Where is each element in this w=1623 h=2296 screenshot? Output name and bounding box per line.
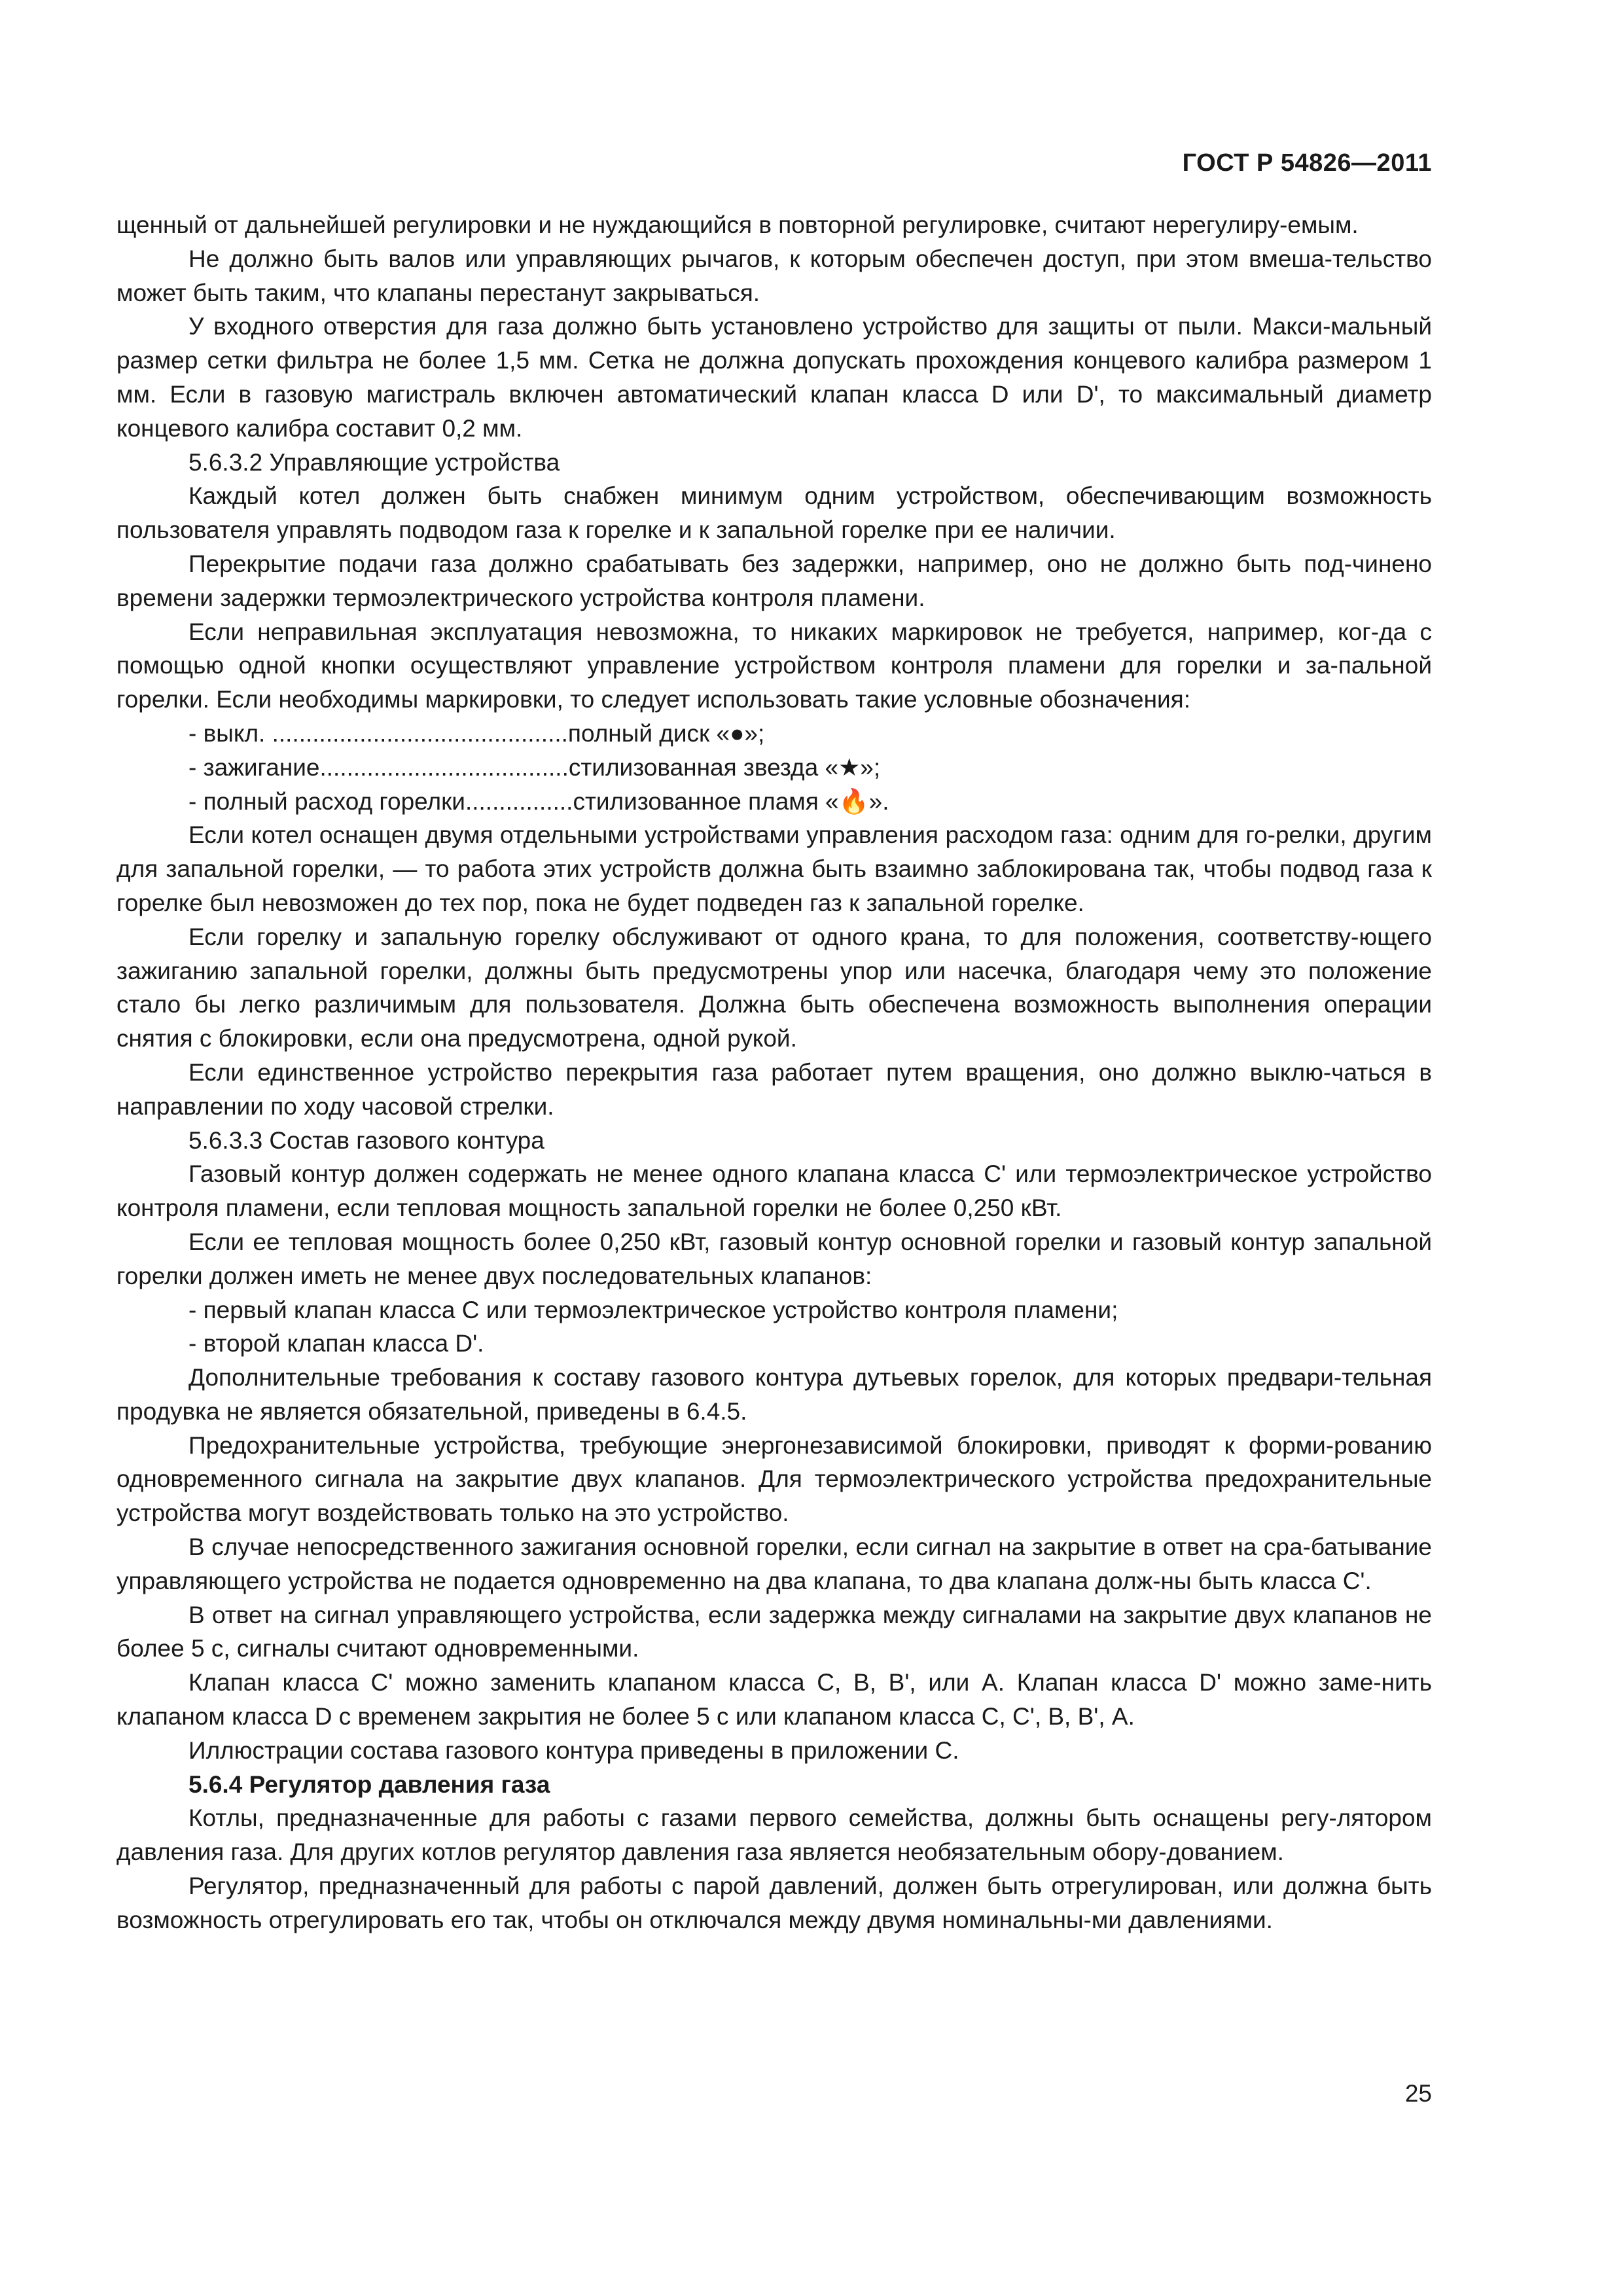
paragraph: Если котел оснащен двумя отдельными устройствами управления расходом газа: одним для го-релки, другим для запальной горелки, — то работа этих устройств должна быть взаимно заблокирована так, чтобы подвод газа к горелке был невозможен до тех пор, пока не будет подведен газ к запальной горелке. (116, 821, 1432, 916)
paragraph: Иллюстрации состава газового контура приведены в приложении С. (188, 1736, 959, 1764)
paragraph: В случае непосредственного зажигания основной горелки, если сигнал на закрытие в ответ на сра-батывание управляющего устройства не подается одновременно на два клапана, то два клапана долж-ны быть класса С'. (116, 1534, 1432, 1594)
list-item: - первый клапан класса С или термоэлектрическое устройство контроля пламени; (188, 1296, 1118, 1323)
paragraph: Если ее тепловая мощность более 0,250 кВт, газовый контур основной горелки и газовый контур запальной горелки должен иметь не менее двух последовательных клапанов: (116, 1228, 1432, 1289)
section-title: 5.6.4 Регулятор давления газа (188, 1770, 550, 1798)
paragraph: Дополнительные требования к составу газового контура дутьевых горелок, для которых предвари-тельная продувка не является обязательной, приведены в 6.4.5. (116, 1364, 1432, 1425)
section-heading: 5.6.3.3 Состав газового контура (188, 1126, 544, 1154)
paragraph-continuation: щенный от дальнейшей регулировки и не нуждающийся в повторной регулировке, считают нерегулиру-емым. (116, 211, 1359, 238)
paragraph: Каждый котел должен быть снабжен минимум одним устройством, обеспечивающим возможность пользователя управлять подводом газа к горелке и к запальной горелке при ее наличии. (116, 482, 1432, 544)
list-item: - зажигание.....................................стилизованная звезда «★»; (188, 753, 881, 781)
paragraph: Не должно быть валов или управляющих рычагов, к которым обеспечен доступ, при этом вмеша-тельство может быть таким, что клапаны перестанут закрываться. (116, 245, 1432, 306)
paragraph: В ответ на сигнал управляющего устройства, если задержка между сигналами на закрытие двух клапанов не более 5 с, сигналы считают одновременными. (116, 1601, 1432, 1662)
document-body (116, 208, 1432, 1937)
standard-code: ГОСТ Р 54826—2011 (1182, 149, 1432, 177)
page-number: 25 (1404, 2080, 1432, 2107)
paragraph: Перекрытие подачи газа должно срабатывать без задержки, например, оно не должно быть под-чинено времени задержки термоэлектрического устройства контроля пламени. (116, 550, 1432, 611)
list-item: - полный расход горелки................стилизованное пламя «🔥». (188, 787, 889, 815)
paragraph: Клапан класса С' можно заменить клапаном класса С, В, В', или А. Клапан класса D' можно заме-нить клапаном класса D с временем закрытия не более 5 с или клапаном класса С, С', В, В', А. (116, 1669, 1432, 1731)
list-item: - выкл. ............................................полный диск «●»; (188, 719, 765, 747)
paragraph: Предохранительные устройства, требующие энергонезависимой блокировки, приводят к форми-рованию одновременного сигнала на закрытие двух клапанов. Для термоэлектрического устройства предохранительные устройства могут воздействовать только на это устройство. (116, 1431, 1432, 1527)
paragraph: Котлы, предназначенные для работы с газами первого семейства, должны быть оснащены регу-лятором давления газа. Для других котлов регулятор давления газа является необязательным обору-дованием. (116, 1804, 1432, 1866)
paragraph: У входного отверстия для газа должно быть установлено устройство для защиты от пыли. Макси-мальный размер сетки фильтра не более 1,5 мм. Сетка не должна допускать прохождения концевого калибра размером 1 мм. Если в газовую магистраль включен автоматический клапан класса D или D', то максимальный диаметр концевого калибра составит 0,2 мм. (116, 313, 1432, 442)
paragraph: Если единственное устройство перекрытия газа работает путем вращения, оно должно выклю-чаться в направлении по ходу часовой стрелки. (116, 1058, 1432, 1120)
section-heading: 5.6.3.2 Управляющие устройства (188, 448, 560, 476)
list-item: - второй клапан класса D'. (188, 1330, 484, 1357)
paragraph: Если неправильная эксплуатация невозможна, то никаких маркировок не требуется, например, ког-да с помощью одной кнопки осуществляют управление устройством контроля пламени для горелки и за-пальной горелки. Если необходимы маркировки, то следует использовать такие условные обозначения: (116, 618, 1432, 713)
paragraph: Если горелку и запальную горелку обслуживают от одного крана, то для положения, соответству-ющего зажиганию запальной горелки, должны быть предусмотрены упор или насечка, благодаря чему это положение стало бы легко различимым для пользователя. Должна быть обеспечена возможность выполнения операции снятия с блокировки, если она предусмотрена, одной рукой. (116, 923, 1432, 1052)
paragraph: Газовый контур должен содержать не менее одного клапана класса С' или термоэлектрическое устройство контроля пламени, если тепловая мощность запальной горелки не более 0,250 кВт. (116, 1160, 1432, 1222)
paragraph: Регулятор, предназначенный для работы с парой давлений, должен быть отрегулирован, или должна быть возможность отрегулировать его так, чтобы он отключался между двумя номинальны-ми давлениями. (116, 1873, 1432, 1933)
